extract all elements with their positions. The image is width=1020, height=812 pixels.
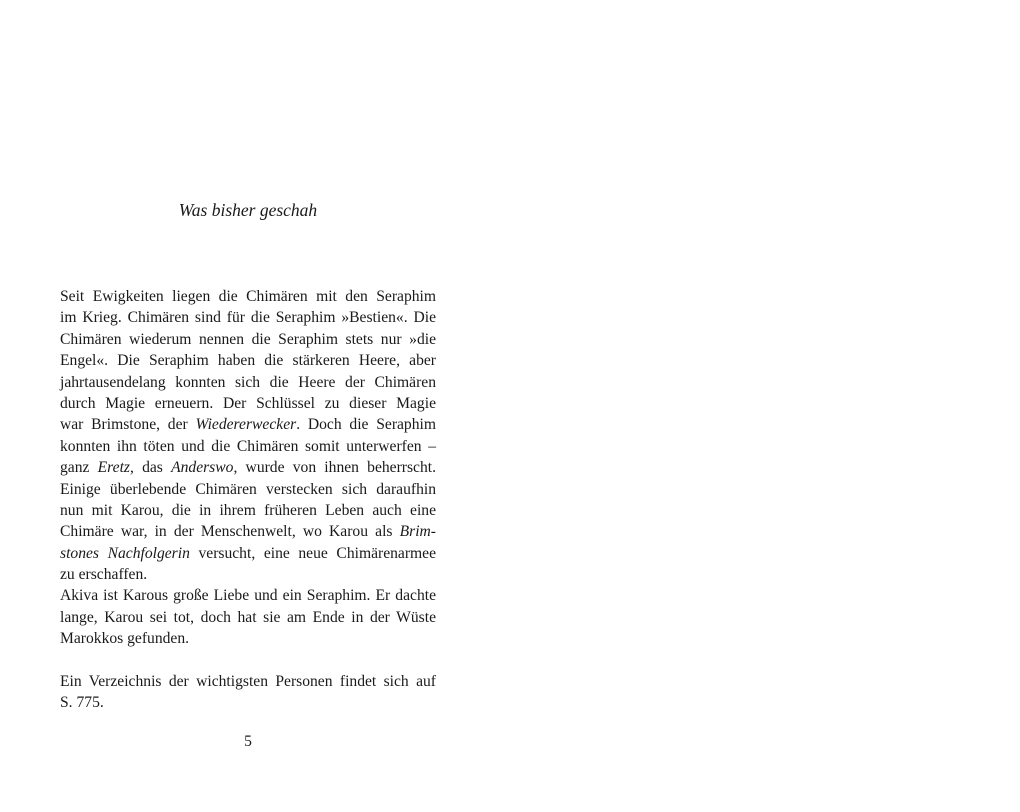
text-line: [60, 543, 436, 564]
text-line: Seit Ewigkeiten liegen die Chimären mit den Seraphim: [60, 288, 436, 305]
text-line: Akiva ist Karous große Liebe und ein Seraphim. Er dachte: [60, 587, 436, 605]
text-segment: , wurde von ihnen beherrscht.: [233, 459, 436, 477]
text-segment: Chimäre war, in der Menschenwelt, wo Karou als: [60, 523, 400, 541]
text-segment: war Brimstone, der: [60, 416, 196, 434]
text-line: [60, 414, 436, 435]
text-segment: , das: [129, 459, 172, 477]
italic-term: Anderswo: [171, 459, 234, 477]
text-line: im Krieg. Chimären sind für die Seraphim »Bestien«. Die: [60, 309, 436, 327]
text-line: zu erschaffen.: [60, 566, 148, 584]
text-line: durch Magie erneuern. Der Schlüssel zu dieser Magie: [60, 394, 436, 412]
italic-term: Eretz: [97, 459, 130, 477]
text-segment: ganz: [60, 459, 98, 477]
page-number: 5: [244, 733, 252, 750]
text-line: [60, 457, 436, 478]
summary-text: [60, 286, 436, 714]
italic-term: Wiedererwecker: [195, 416, 297, 434]
note-line: S. 775.: [60, 694, 104, 712]
text-line: Marokkos gefunden.: [60, 630, 190, 648]
text-line: Engel«. Die Seraphim haben die stärkeren Heere, aber: [60, 352, 436, 370]
text-segment: . Doch die Seraphim: [296, 416, 436, 434]
text-line: lange, Karou sei tot, doch hat sie am Ende in der Wüste: [60, 608, 436, 626]
text-line: konnten ihn töten und die Chimären somit unterwerfen –: [60, 437, 436, 455]
text-segment: versucht, eine neue Chimärenarmee: [189, 544, 436, 562]
text-line: Einige überlebende Chimären verstecken sich daraufhin: [60, 480, 436, 498]
text-line: [60, 521, 436, 542]
note-line: Ein Verzeichnis der wichtigsten Personen findet sich auf: [60, 673, 436, 691]
text-line: nun mit Karou, die in ihrem früheren Leben auch eine: [60, 501, 436, 519]
chapter-title: Was bisher geschah: [178, 200, 318, 220]
paragraph-gap: [60, 650, 436, 671]
text-line: Chimären wiederum nennen die Seraphim stets nur »die: [60, 330, 436, 348]
text-line: jahrtausendelang konnten sich die Heere der Chimären: [60, 373, 436, 391]
italic-term: Brim-: [399, 523, 436, 541]
italic-term: stones Nachfolgerin: [60, 544, 190, 562]
